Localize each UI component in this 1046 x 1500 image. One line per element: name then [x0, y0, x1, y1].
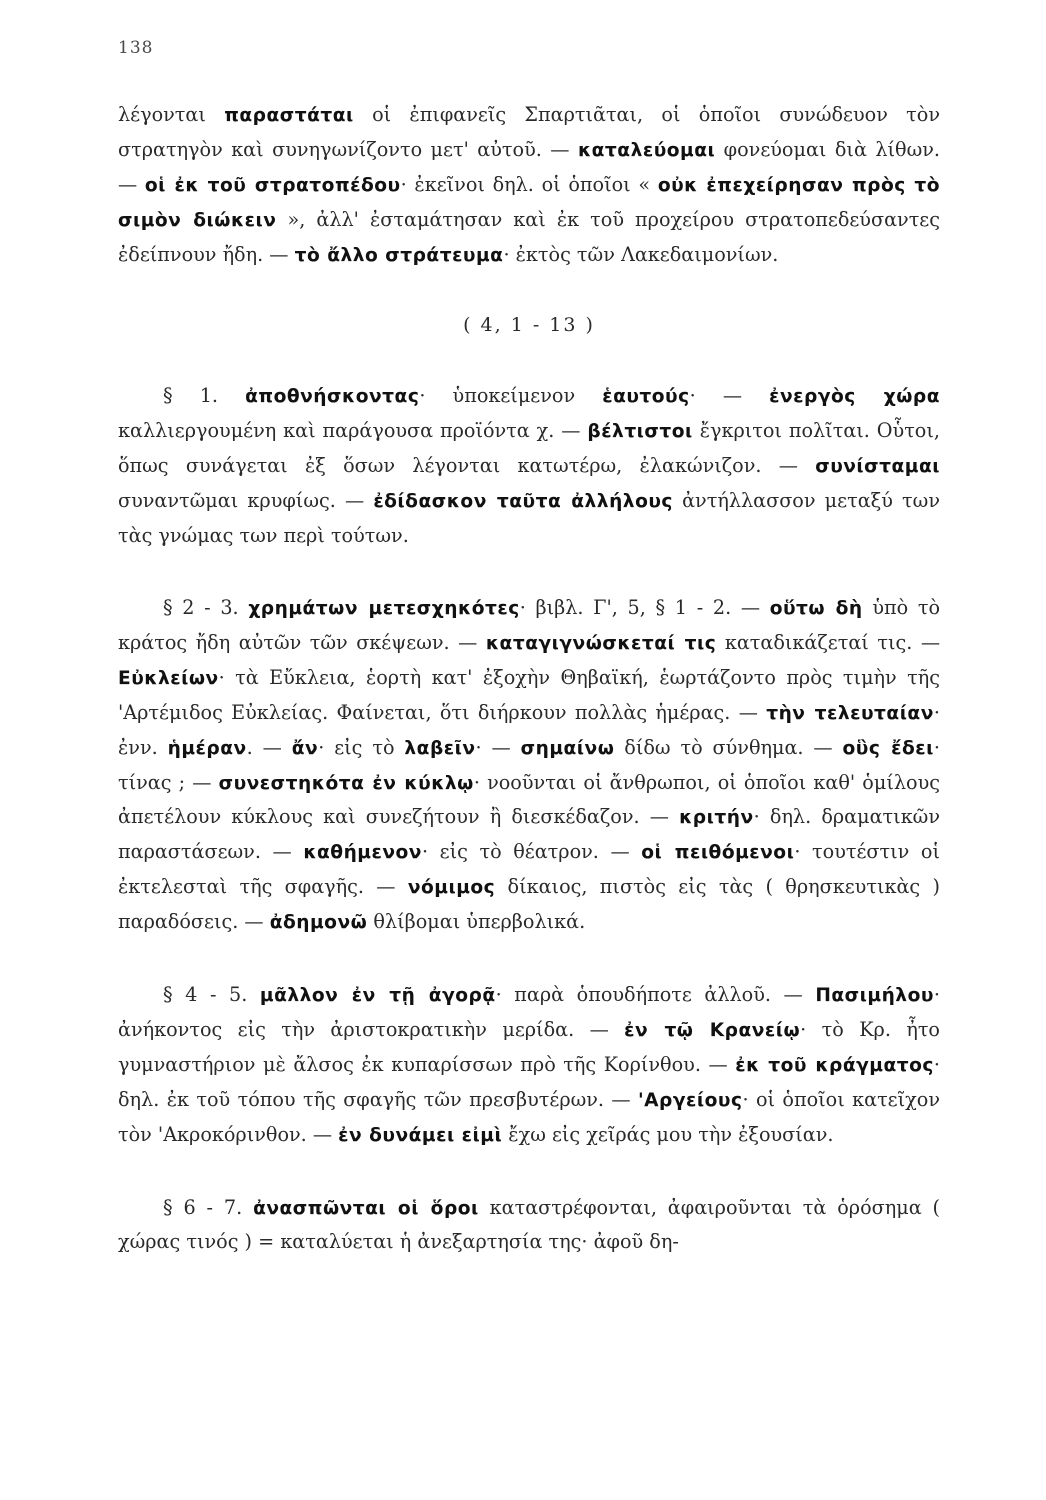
gloss-text: · τίνας ; —: [118, 735, 940, 794]
lemma-term: παραστάται: [224, 105, 354, 126]
gloss-text: λέγονται: [118, 103, 225, 126]
lemma-term: οἱ πειθόμενοι: [641, 842, 795, 864]
commentary-text: [118, 98, 940, 1259]
lemma-term: ἑαυτούς: [602, 386, 690, 408]
lemma-term: καταλεύομαι: [577, 139, 716, 161]
gloss-text: · ἐνν.: [118, 700, 940, 759]
lemma-term: ἀνασπῶνται οἱ ὅροι: [253, 1197, 479, 1219]
lemma-term: συνίσταμαι: [815, 456, 940, 478]
gloss-text: · εἰς τὸ θέατρον. —: [421, 840, 642, 864]
gloss-text: . —: [246, 735, 292, 759]
lemma-term: Πασιμήλου: [815, 985, 934, 1007]
gloss-text: θλίβομαι ὑπερβολικά.: [367, 910, 586, 934]
gloss-text: · νοοῦνται οἱ ἄνθρωποι, οἱ ὁποῖοι καθ' ὁμίλους ἀπετέλουν κύκλους καὶ συνεζήτουν ἢ διεσκέδαζον. —: [118, 770, 940, 829]
lemma-term: νόμιμος: [407, 877, 496, 899]
gloss-text: ἔγκριτοι πολῖται. Οὗτοι, ὅπως συνάγεται ἐξ ὅσων λέγονται κατωτέρω, ἐλακώνιζον. —: [118, 419, 940, 478]
gloss-text: καλλιεργουμένη καὶ παράγουσα προϊόντα χ. —: [118, 419, 588, 443]
paragraph-intro: [118, 98, 940, 273]
gloss-text: δίδω τὸ σύνθημα. —: [614, 735, 843, 759]
gloss-text: συναντῶμαι κρυφίως. —: [118, 489, 374, 513]
lemma-term: 'Αργείους: [637, 1089, 743, 1111]
gloss-text: », ἀλλ' ἐσταμάτησαν καὶ ἐκ τοῦ προχείρου στρατοπεδεύσαντες ἐδείπνουν ἤδη. —: [118, 207, 940, 266]
gloss-text: · οἱ ὁποῖοι κατεῖχον τὸν 'Ακροκόρινθον. —: [118, 1087, 940, 1146]
lemma-term: κριτήν: [679, 807, 754, 829]
lemma-term: καθήμενον: [303, 842, 422, 864]
gloss-text: δίκαιος, πιστὸς εἰς τὰς ( θρησκευτικὰς ) παραδόσεις. —: [118, 875, 940, 934]
gloss-text: καταστρέφονται, ἀφαιροῦνται τὰ ὁρόσημα ( χώρας τινός ) = καταλύεται ἡ ἀνεξαρτησία της· ἀφοῦ δη-: [118, 1195, 940, 1254]
lemma-term: οὕτω δὴ: [769, 597, 863, 619]
page-number: 138: [118, 38, 154, 58]
gloss-text: · ἐκτὸς τῶν Λακεδαιμονίων.: [503, 242, 779, 266]
lemma-term: ἄν: [291, 737, 319, 759]
gloss-text: οἱ ἐπιφανεῖς Σπαρτιᾶται, οἱ ὁποῖοι συνώδευον τὸν στρατηγὸν καὶ συνηγωνίζοντο μετ' αὐτοῦ. —: [118, 103, 940, 161]
gloss-text: · ἀνήκοντος εἰς τὴν ἀριστοκρατικὴν μερίδα. —: [118, 983, 941, 1041]
paragraph-section-6-7: [118, 1191, 940, 1260]
gloss-text: · βιβλ. Γ', 5, § 1 - 2. —: [519, 595, 770, 619]
gloss-text: § 2 - 3.: [163, 595, 249, 619]
lemma-term: οὓς ἔδει: [842, 737, 934, 759]
gloss-text: ἔχω εἰς χεῖράς μου τὴν ἐξουσίαν.: [502, 1122, 834, 1146]
gloss-text: · ὑποκείμενον: [419, 384, 603, 408]
lemma-term: ἐν τῷ Κρανείῳ: [624, 1019, 801, 1041]
lemma-term: ἐν δυνάμει εἰμὶ: [338, 1124, 503, 1146]
paragraph-section-1: [118, 379, 940, 553]
lemma-term: τὴν τελευταίαν: [766, 702, 934, 724]
gloss-text: ὑπὸ τὸ κράτος ἤδη αὐτῶν τῶν σκέψεων. —: [118, 595, 941, 654]
lemma-term: οὐκ ἐπεχείρησαν πρὸς τὸ σιμὸν διώκειν: [118, 174, 940, 231]
gloss-text: · τὸ Κρ. ἦτο γυμναστήριον μὲ ἄλσος ἐκ κυπαρίσσων πρὸ τῆς Κορίνθου. —: [118, 1017, 940, 1076]
gloss-text: § 4 - 5.: [163, 983, 260, 1007]
gloss-text: § 1.: [163, 384, 246, 408]
gloss-text: · —: [689, 384, 770, 408]
section-reference: ( 4, 1 - 13 ): [463, 313, 595, 336]
paragraph-section-4-5: [118, 978, 940, 1153]
lemma-term: οἱ ἐκ τοῦ στρατοπέδου: [144, 174, 401, 196]
lemma-term: συνεστηκότα ἐν κύκλῳ: [218, 772, 474, 794]
lemma-term: ἐκ τοῦ κράγματος: [735, 1054, 934, 1076]
lemma-term: σημαίνω: [520, 737, 615, 759]
lemma-term: μᾶλλον ἐν τῇ ἀγορᾷ: [259, 985, 496, 1007]
gloss-text: · ἐκεῖνοι δηλ. οἱ ὁποῖοι «: [400, 172, 658, 196]
gloss-text: · τουτέστιν οἱ ἐκτελεσταὶ τῆς σφαγῆς. —: [118, 840, 940, 899]
lemma-term: χρημάτων μετεσχηκότες: [248, 597, 520, 619]
gloss-text: ἀντήλλασσον μεταξύ των τὰς γνώμας των περὶ τούτων.: [118, 489, 940, 548]
gloss-text: § 6 - 7.: [163, 1195, 254, 1219]
gloss-text: καταδικάζεταί τις. —: [716, 630, 941, 654]
lemma-term: ἀδημονῶ: [269, 912, 368, 934]
lemma-term: ἐδίδασκον ταῦτα ἀλλήλους: [373, 491, 673, 513]
gloss-text: · τὰ Εὔκλεια, ἑορτὴ κατ' ἐξοχὴν Θηβαϊκή, ἑωρτάζοντο πρὸς τιμὴν τῆς 'Αρτέμιδος Εὐκλείας. Φαίνεται, ὅτι διήρκουν πολλὰς ἡμέρας. —: [118, 665, 940, 724]
gloss-text: φονεύομαι διὰ λίθων. —: [118, 137, 941, 196]
lemma-term: ἐνεργὸς χώρα: [769, 386, 940, 408]
lemma-term: τὸ ἄλλο στράτευμα: [294, 244, 504, 266]
lemma-term: Εὐκλείων: [118, 667, 219, 689]
lemma-term: βέλτιστοι: [587, 421, 693, 443]
gloss-text: · εἰς τὸ: [318, 735, 405, 759]
gloss-text: · δηλ. ἐκ τοῦ τόπου τῆς σφαγῆς τῶν πρεσβυτέρων. —: [118, 1052, 941, 1111]
lemma-term: ἀποθνήσκοντας: [245, 386, 420, 408]
paragraph-section-2-3: [118, 591, 940, 940]
lemma-term: λαβεῖν: [404, 737, 476, 759]
gloss-text: · —: [475, 735, 521, 759]
lemma-term: ἡμέραν: [167, 737, 247, 759]
gloss-text: · δηλ. δραματικῶν παραστάσεων. —: [118, 805, 940, 864]
gloss-text: · παρὰ ὁπουδήποτε ἀλλοῦ. —: [495, 983, 816, 1007]
lemma-term: καταγιγνώσκεταί τις: [485, 632, 717, 654]
